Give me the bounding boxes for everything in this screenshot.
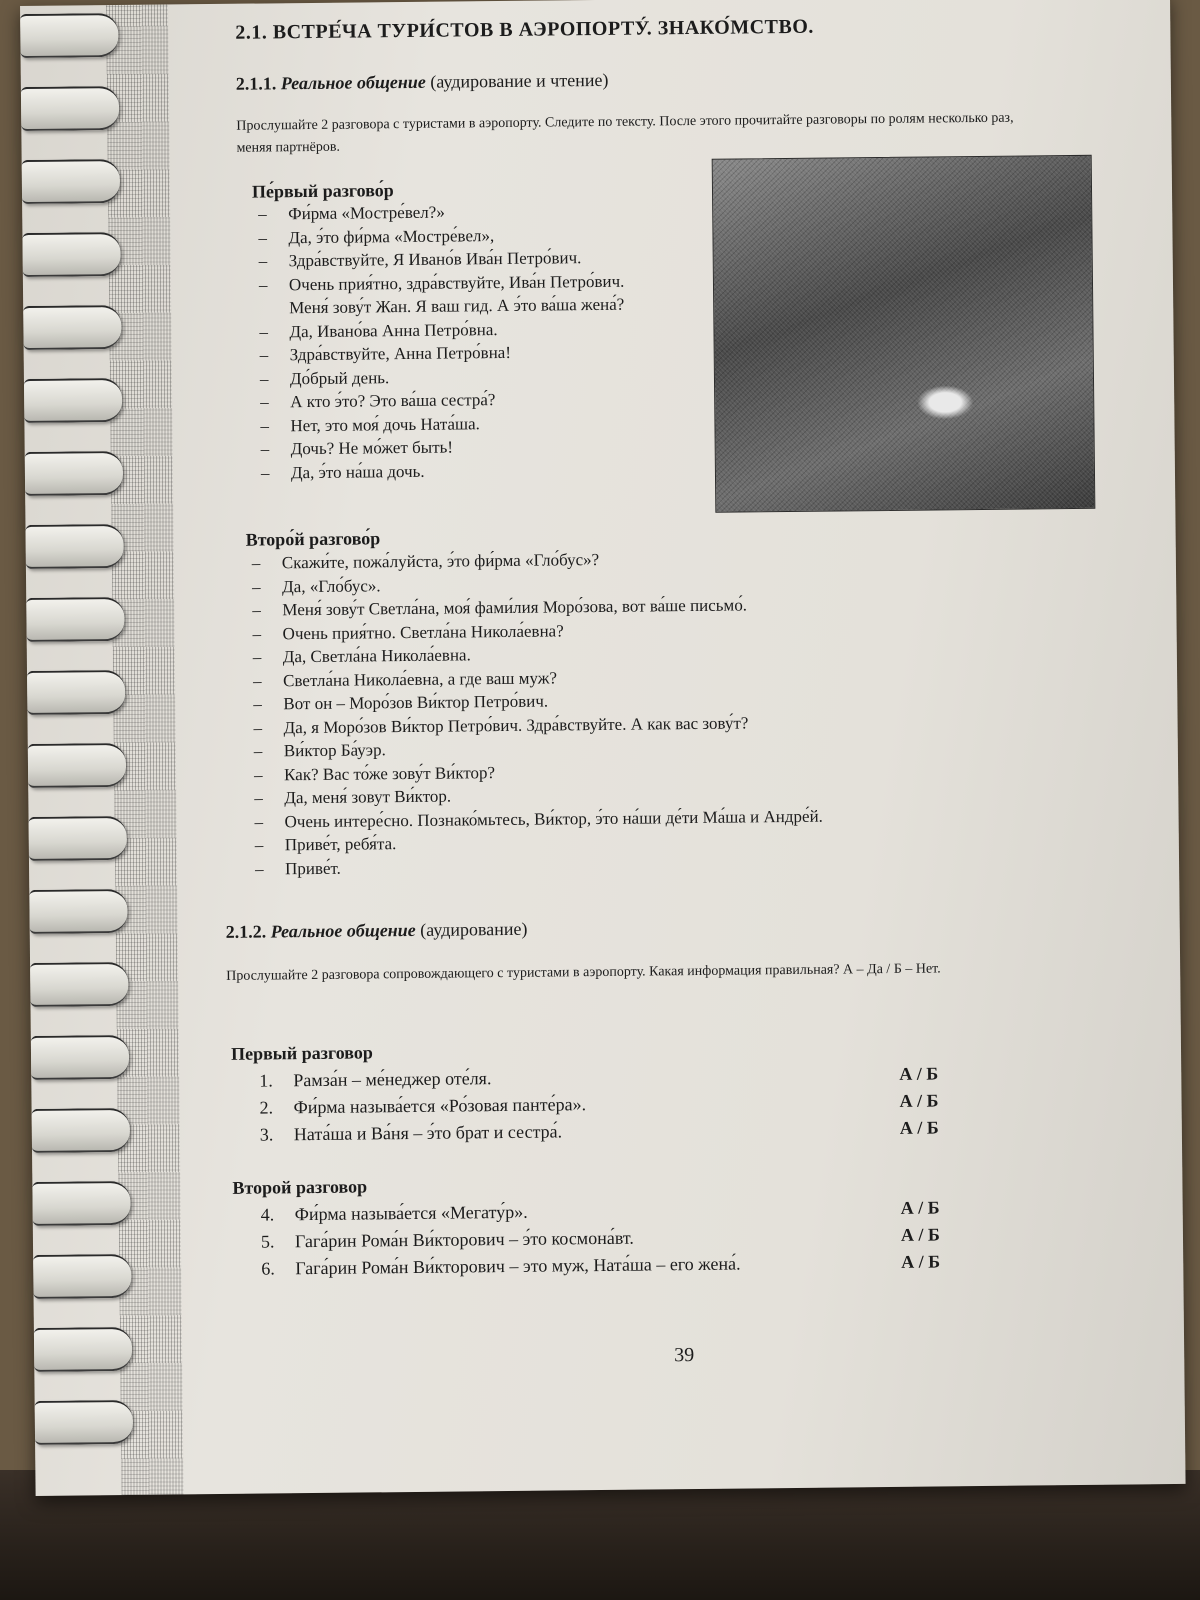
section2-heading — [226, 919, 528, 943]
dialog-line: – Фи́рма «Мостре́вел?» — [254, 199, 634, 226]
dialog-line: – Приве́т, ребя́та. — [251, 825, 1031, 857]
answer-choice: А / Б — [899, 1090, 939, 1111]
item-text: Гага́рин Рома́н Ви́кторович – это муж, Ната́ша – его жена́. — [295, 1253, 741, 1279]
answer-choice: А / Б — [899, 1063, 939, 1084]
dialog-line: – Нет, это моя́ дочь Ната́ша. — [256, 410, 636, 437]
section2-title: Реальное общение — [270, 919, 416, 942]
section2-note: (аудирование) — [420, 918, 528, 940]
item-text: Фи́рма называ́ется «Мегату́р». — [294, 1201, 528, 1225]
answer-choice: А / Б — [899, 1117, 939, 1138]
dialog-line: – Да, меня́ зовут Ви́ктор. — [250, 778, 1030, 810]
dialog-line: – Как? Вас то́же зову́т Ви́ктор? — [250, 755, 1030, 787]
textbook-page — [20, 0, 1186, 1496]
item-number: 5. — [260, 1231, 275, 1252]
page-number: 39 — [674, 1344, 695, 1367]
dialog-line: – Очень прия́тно. Светла́на Никола́евна? — [248, 614, 1028, 646]
section2-number: 2.1.2. — [225, 921, 267, 942]
item-text: Рамза́н – ме́неджер оте́ля. — [293, 1068, 492, 1091]
dialog-line: – Очень интере́сно. Познако́мьтесь, Ви́ктор, э́то на́ши де́ти Ма́ша и Андре́й. — [250, 802, 1030, 834]
dialog-line: – А кто э́то? Это ва́ша сестра́? — [256, 387, 636, 414]
dialog-line: – Очень прия́тно, здра́вствуйте, Ива́н Петро́вич. Меня́ зову́т Жан. Я ваш гид. А э́то ва́ша жена́? — [255, 269, 635, 320]
quiz1-heading: Первый разговор — [230, 1042, 373, 1064]
dialog-line: – Да, я Моро́зов Ви́ктор Петро́вич. Здра́вствуйте. А как вас зову́т? — [249, 708, 1029, 740]
dialog-line: – Скажи́те, пожа́луйста, э́то фи́рма «Гло́бус»? — [248, 543, 1028, 575]
answer-choice: А / Б — [900, 1224, 940, 1245]
item-number: 6. — [261, 1258, 275, 1279]
item-number: 4. — [260, 1204, 275, 1225]
dialog1-lines — [254, 199, 637, 485]
dialog-line: – Вот он – Моро́зов Ви́ктор Петро́вич. — [249, 684, 1029, 716]
dialog-line: – До́брый день. — [256, 363, 636, 390]
dialog-line: – Здра́вствуйте, Анна Петро́вна! — [256, 340, 636, 367]
answer-choice: А / Б — [901, 1251, 941, 1272]
item-text: Ната́ша и Ва́ня – э́то брат и сестра́. — [293, 1121, 563, 1145]
dialog1-heading: Пе́рвый разгово́р — [251, 180, 394, 202]
dialog-line: – Да, Светла́на Никола́евна. — [249, 637, 1029, 669]
subsection-title: Реальное общение — [280, 71, 426, 94]
quiz2-list — [261, 1194, 1022, 1283]
item-number: 2. — [259, 1097, 274, 1118]
item-text: Фи́рма называ́ется «Ро́зовая панте́ра». — [293, 1094, 587, 1118]
dialog-line: – Да, э́то фи́рма «Мостре́вел», — [254, 222, 634, 249]
dialog-line: – Светла́на Никола́евна, а где ваш муж? — [249, 661, 1029, 693]
dialog2-heading: Второ́й разгово́р — [245, 528, 381, 550]
answer-choice: А / Б — [900, 1197, 940, 1218]
subsection-heading — [236, 70, 609, 95]
quiz1-list — [259, 1060, 1020, 1149]
subsection-note: (аудирование и чтение) — [430, 69, 609, 92]
subsection-number: 2.1.1. — [235, 73, 277, 94]
quiz2-heading: Второй разговор — [232, 1176, 368, 1198]
dialog-line: – Меня́ зову́т Светла́на, моя́ фами́лия Моро́зова, вот ва́ше письмо́. — [248, 590, 1028, 622]
dialog-line: – Да, Ивано́ва Анна Петро́вна. — [255, 316, 635, 343]
section2-instruction: Прослушайте 2 разговора сопровождающего с туристами в аэропорту. Какая информация правильная? А – Да / Б – Нет. — [226, 961, 941, 984]
dialog-line: – Дочь? Не мо́жет быть! — [257, 434, 637, 461]
item-number: 1. — [259, 1070, 273, 1091]
instruction-text: Прослушайте 2 разговора с туристами в аэропорту. Следите по тексту. После этого прочитайте разговоры по ролям несколько раз, меняя партнёров. — [236, 110, 1014, 156]
dialog-line: – Здра́вствуйте, Я Ивано́в Ива́н Петро́вич. — [255, 246, 635, 273]
page-title: 2.1. ВСТРЕ́ЧА ТУРИ́СТОВ В АЭРОПОРТУ́. ЗНАКО́МСТВО. — [235, 15, 814, 44]
dialog-line: – Ви́ктор Ба́уэр. — [250, 731, 1030, 763]
dialog-line: – Да, «Гло́бус». — [248, 567, 1028, 599]
airport-photo — [712, 155, 1096, 513]
item-number: 3. — [259, 1124, 274, 1145]
dialog2-lines — [248, 543, 1031, 880]
dialog-line: – Приве́т. — [251, 849, 1031, 881]
dialog-line: – Да, э́то на́ша дочь. — [257, 457, 637, 484]
item-text: Гага́рин Рома́н Ви́кторович – э́то космона́вт. — [294, 1227, 634, 1252]
page-content — [20, 0, 1186, 1496]
